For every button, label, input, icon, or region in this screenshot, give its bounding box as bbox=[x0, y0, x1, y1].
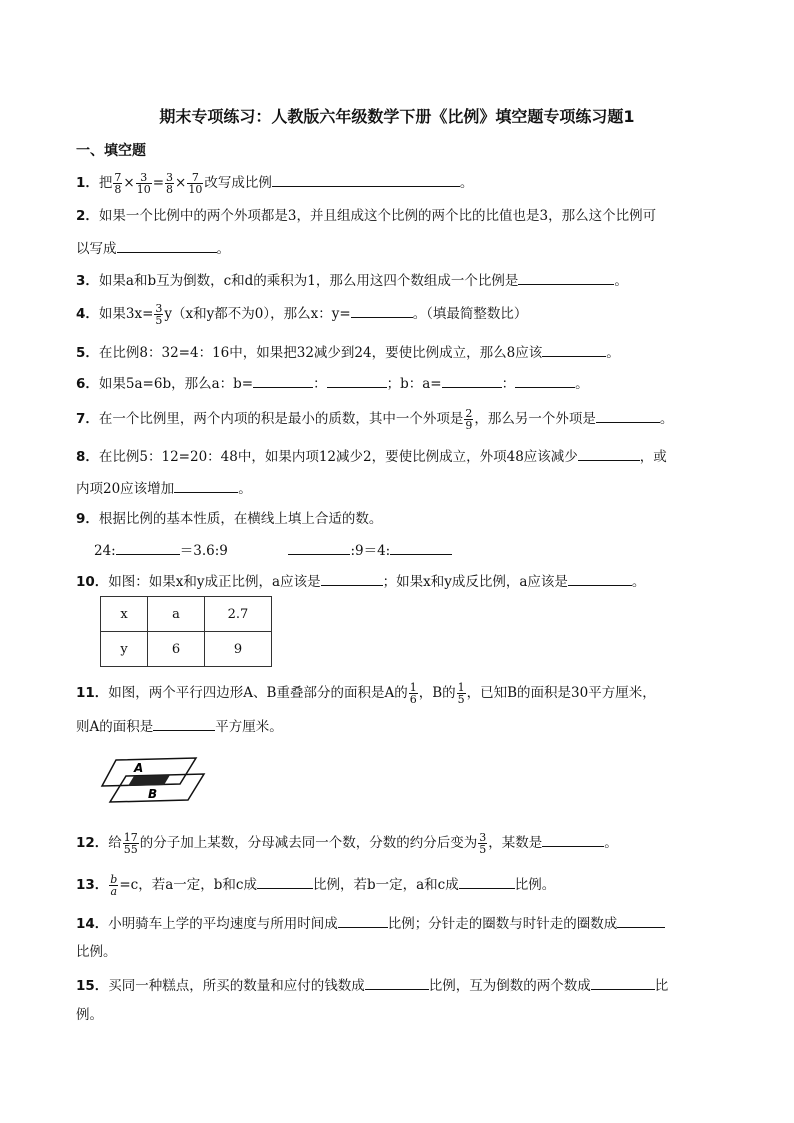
answer-blank[interactable] bbox=[442, 373, 502, 388]
answer-blank[interactable] bbox=[321, 571, 383, 586]
question-5: 5．在比例8：32=4：16中，如果把32减少到24，要使比例成立，那么8应该 。 bbox=[76, 342, 620, 363]
answer-blank[interactable] bbox=[116, 540, 180, 555]
question-11: 11．如图，两个平行四边形A、B重叠部分的面积是A的 $\frac{1}{6}$ ，B的 $\frac{1}{5}$ ，已知B的面积是30平方厘米， bbox=[76, 681, 656, 706]
fraction: $\frac{b}{a}$ bbox=[110, 873, 118, 898]
question-3: 3．如果a和b互为倒数，c和d的乘积为1，那么用这四个数组成一个比例是 。 bbox=[76, 270, 628, 291]
question-14: 14．小明骑车上学的平均速度与所用时间成 比例；分针走的圈数与时针走的圈数成 bbox=[76, 913, 665, 934]
question-2-line-2: 以写成 。 bbox=[76, 238, 230, 259]
fraction: $\frac{2}{9}$ bbox=[465, 407, 473, 432]
answer-blank[interactable] bbox=[351, 303, 413, 318]
question-9: 9．根据比例的基本性质，在横线上填上合适的数。 bbox=[76, 511, 383, 527]
fraction: $\frac{7}{8}$ bbox=[114, 171, 122, 196]
answer-blank[interactable] bbox=[257, 874, 313, 889]
answer-blank[interactable] bbox=[518, 270, 614, 285]
fraction: $\frac{17}{55}$ bbox=[123, 831, 138, 856]
question-4: 4．如果3x= $\frac{3}{5}$ y（x和y都不为0），那么x：y= 。（填最简整数比） bbox=[76, 302, 528, 327]
answer-blank[interactable] bbox=[253, 373, 313, 388]
table-row bbox=[101, 632, 272, 667]
answer-blank[interactable] bbox=[542, 342, 606, 357]
answer-blank[interactable] bbox=[596, 408, 660, 423]
answer-blank[interactable] bbox=[591, 975, 655, 990]
section-heading: 一、填空题 bbox=[76, 143, 146, 159]
fraction: $\frac{3}{8}$ bbox=[166, 171, 174, 196]
fraction: $\frac{3}{5}$ bbox=[155, 302, 163, 327]
question-12: 12．给 $\frac{17}{55}$ 的分子加上某数，分母减去同一个数，分数的约分后变为 $\frac{3}{5}$ ，某数是 。 bbox=[76, 831, 618, 856]
answer-blank[interactable] bbox=[578, 446, 640, 461]
question-6: 6．如果5a=6b，那么a：b= ： ；b：a= ： 。 bbox=[76, 373, 589, 394]
answer-blank[interactable] bbox=[338, 913, 388, 928]
question-11-line-2: 则A的面积是 平方厘米。 bbox=[76, 716, 283, 737]
answer-blank[interactable] bbox=[327, 373, 387, 388]
answer-blank[interactable] bbox=[117, 238, 217, 253]
table-cell: 6 bbox=[148, 632, 205, 667]
question-8: 8．在比例5：12=20：48中，如果内项12减少2，要使比例成立，外项48应该减少 ，或 bbox=[76, 446, 667, 467]
table-cell: a bbox=[148, 597, 205, 632]
question-13: 13． $\frac{b}{a}$ =c，若a一定，b和c成 比例，若b一定，a和c成 比例。 bbox=[76, 873, 556, 898]
answer-blank[interactable] bbox=[542, 832, 604, 847]
table-cell: y bbox=[101, 632, 148, 667]
answer-blank[interactable] bbox=[288, 540, 350, 555]
fraction: $\frac{7}{10}$ bbox=[188, 171, 203, 196]
answer-blank[interactable] bbox=[365, 975, 429, 990]
xy-table bbox=[100, 596, 272, 667]
fraction: $\frac{3}{5}$ bbox=[479, 831, 487, 856]
question-15-line-2: 例。 bbox=[76, 1007, 103, 1023]
question-10: 10．如图：如果x和y成正比例，a应该是 ；如果x和y成反比例，a应该是 。 bbox=[76, 571, 645, 592]
answer-blank[interactable] bbox=[568, 571, 632, 586]
question-9-equations: 24: ＝3.6:9 :9＝4: bbox=[94, 540, 452, 561]
fraction: $\frac{3}{10}$ bbox=[136, 171, 151, 196]
answer-blank[interactable] bbox=[515, 373, 575, 388]
answer-blank[interactable] bbox=[272, 172, 460, 187]
table-cell: 9 bbox=[205, 632, 272, 667]
answer-blank[interactable] bbox=[153, 716, 215, 731]
fraction: $\frac{1}{6}$ bbox=[409, 681, 417, 706]
question-15: 15．买同一种糕点，所买的数量和应付的钱数成 比例，互为倒数的两个数成 比 bbox=[76, 975, 668, 996]
question-7: 7．在一个比例里，两个内项的积是最小的质数，其中一个外项是 $\frac{2}{9}$ ，那么另一个外项是 。 bbox=[76, 407, 674, 432]
fraction: $\frac{1}{5}$ bbox=[457, 681, 465, 706]
question-14-line-2: 比例。 bbox=[76, 944, 117, 960]
label-b: B bbox=[148, 787, 158, 801]
label-a: A bbox=[134, 761, 144, 775]
question-1: 1．把 $\frac{7}{8}$ × $\frac{3}{10}$ = $\frac{3}{8}$ × $\frac{7}{10}$ 改写成比例 。 bbox=[76, 171, 474, 196]
table-cell: 2.7 bbox=[205, 597, 272, 632]
question-2: 2．如果一个比例中的两个外项都是3，并且组成这个比例的两个比的比值也是3，那么这个比例可 bbox=[76, 208, 657, 224]
table-row bbox=[101, 597, 272, 632]
page-title: 期末专项练习：人教版六年级数学下册《比例》填空题专项练习题1 bbox=[159, 107, 635, 126]
table-cell: x bbox=[101, 597, 148, 632]
answer-blank[interactable] bbox=[459, 874, 515, 889]
overlap-region bbox=[128, 775, 170, 786]
answer-blank[interactable] bbox=[174, 478, 238, 493]
question-8-line-2: 内项20应该增加 。 bbox=[76, 478, 252, 499]
parallelogram-diagram bbox=[96, 750, 206, 810]
answer-blank[interactable] bbox=[617, 913, 665, 928]
answer-blank[interactable] bbox=[390, 540, 452, 555]
